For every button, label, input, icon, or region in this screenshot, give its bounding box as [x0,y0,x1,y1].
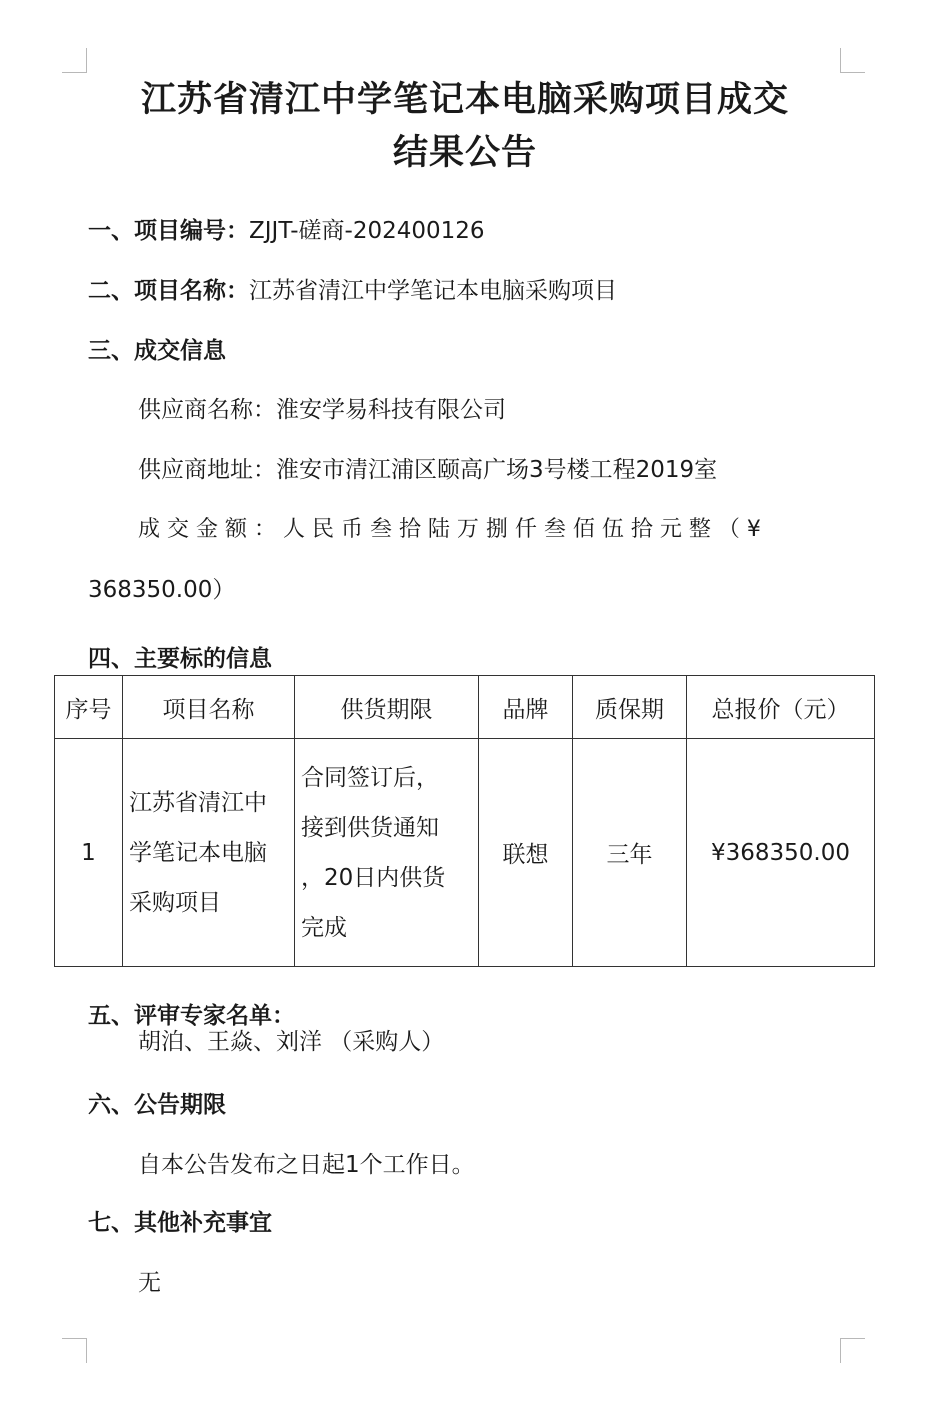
document-title-line-1: 江苏省清江中学笔记本电脑采购项目成交 [140,80,789,120]
table-row [55,739,875,967]
project-name-heading: 二、项目名称： [88,278,249,304]
corner-mark-top-left [62,48,87,73]
notice-period-heading: 六、公告期限 [88,1092,226,1118]
supplier-name-line [138,393,506,427]
row-warranty-cell: 三年 [573,739,687,967]
project-name-value: 江苏省清江中学笔记本电脑采购项目 [249,278,617,304]
project-name-line [88,274,617,308]
other-matters-heading: 七、其他补充事宜 [88,1210,272,1236]
corner-mark-bottom-left [62,1338,87,1363]
deal-amount-line-2: 368350.00） [88,577,236,603]
supplier-name-value: 淮安学易科技有限公司 [276,397,506,423]
document-title-line-2: 结果公告 [392,133,537,173]
row-brand-cell: 联想 [479,739,573,967]
deal-amount-line-1: 成 交 金 额 ： 人 民 币 叁 拾 陆 万 捌 仟 叁 佰 伍 拾 元 整 （ ¥ [138,517,761,542]
supplier-name-label: 供应商名称： [138,397,276,423]
items-info-heading: 四、主要标的信息 [88,646,272,672]
table-header-row [55,676,875,739]
table-header-cell: 项目名称 [123,676,295,739]
table-header-cell: 质保期 [573,676,687,739]
row-price-cell: ¥368350.00 [687,739,875,967]
table-header-cell: 序号 [55,676,123,739]
supplier-address-label: 供应商地址： [138,457,276,483]
table-header-cell: 总报价（元） [687,676,875,739]
notice-period-value: 自本公告发布之日起1个工作日。 [138,1152,475,1178]
row-number-cell: 1 [55,739,123,967]
project-number-value: ZJJT-磋商-202400126 [249,218,485,244]
table-header-cell: 品牌 [479,676,573,739]
experts-heading: 五、评审专家名单： [88,1003,295,1029]
project-number-heading: 一、项目编号： [88,218,249,244]
table-header-cell: 供货期限 [295,676,479,739]
items-table [54,675,875,967]
corner-mark-top-right [840,48,865,73]
row-delivery-cell: 合同签订后， 接到供货通知 ，20日内供货 完成 [295,739,479,967]
supplier-address-value: 淮安市清江浦区颐高广场3号楼工程2019室 [276,457,718,483]
experts-list: 胡泊、王焱、刘洋 （采购人） [138,1029,445,1055]
project-number-line [88,214,485,248]
row-project-name-cell: 江苏省清江中 学笔记本电脑 采购项目 [123,739,295,967]
other-matters-value: 无 [138,1270,161,1296]
deal-info-heading: 三、成交信息 [88,338,226,364]
corner-mark-bottom-right [840,1338,865,1363]
supplier-address-line [138,453,717,487]
